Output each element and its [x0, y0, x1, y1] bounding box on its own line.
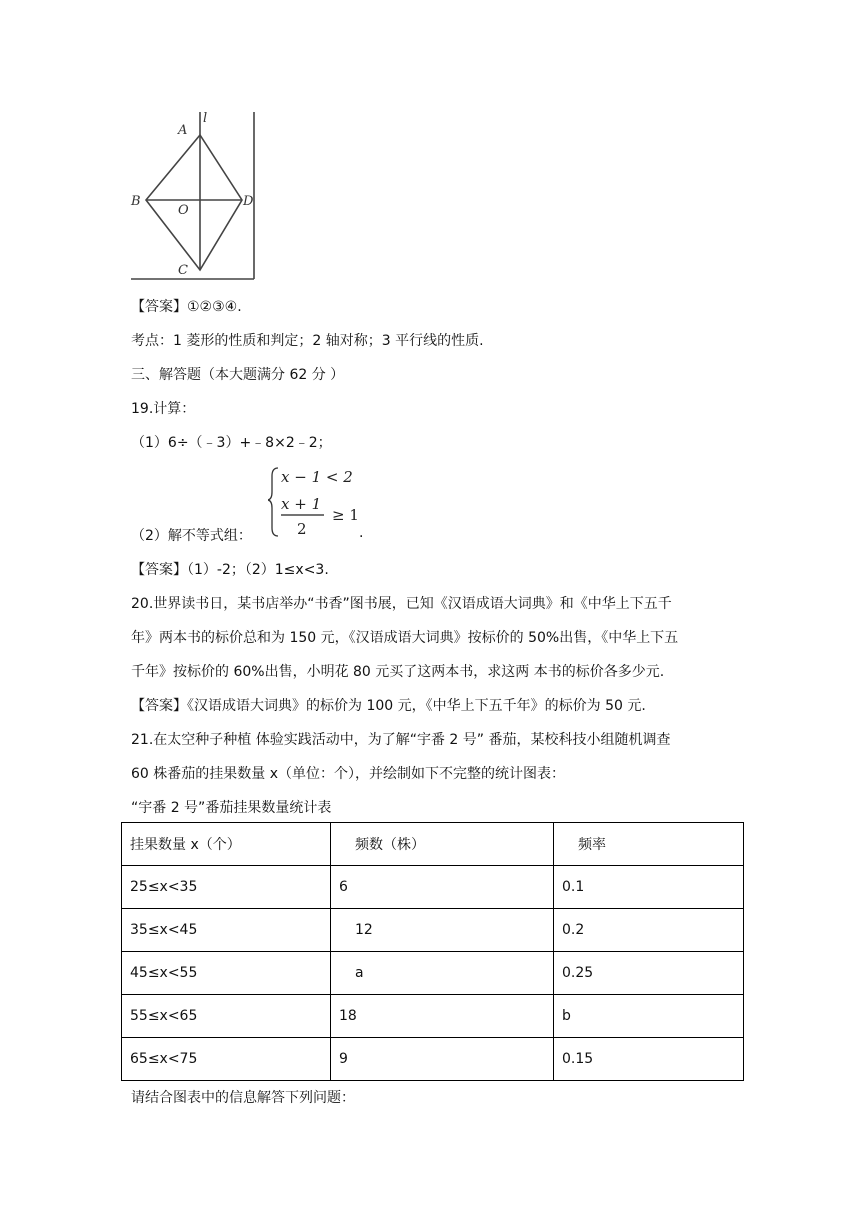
answer-prefix: 【答案】 [131, 299, 187, 315]
answer-prefix: 【答案】 [131, 562, 187, 578]
table-cell: 0.1 [554, 866, 744, 909]
table-row [122, 1038, 744, 1081]
table-cell: 18 [331, 995, 554, 1038]
inequality-2-numerator: x + 1 [281, 495, 322, 513]
rhombus-outline [146, 135, 242, 270]
table-cell: 65≤x<75 [122, 1038, 331, 1081]
table-cell: 35≤x<45 [122, 909, 331, 952]
q21-line1: 21.在太空种子种植 体验实践活动中，为了解“宇番 2 号” 番茄，某校科技小组随机调查 [131, 732, 671, 748]
table-cell: 0.25 [554, 952, 744, 995]
q19-part1: （1）6÷（﹣3）+﹣8×2﹣2； [131, 435, 332, 451]
brace-icon [268, 468, 278, 536]
answer-text: （1）-2；（2）1≤x<3. [187, 562, 329, 578]
answer-18 [131, 296, 242, 316]
fruit-count-table [121, 822, 744, 1081]
table-row [122, 866, 744, 909]
table-cell: 45≤x<55 [122, 952, 331, 995]
answer-prefix: 【答案】 [131, 698, 187, 714]
header-cell: 挂果数量 x（个） [122, 823, 331, 866]
table-cell: 6 [331, 866, 554, 909]
inequality-2-denominator: 2 [297, 520, 307, 538]
label-c: C [178, 263, 188, 278]
table-cell: a [331, 952, 554, 995]
header-cell: 频数（株） [331, 823, 554, 866]
period-mark: . [359, 525, 364, 541]
q21-line2: 60 株番茄的挂果数量 x（单位：个），并绘制如下不完整的统计图表： [131, 766, 565, 782]
q20-line2: 年》两本书的标价总和为 150 元，《汉语成语大词典》按标价的 50%出售，《中华上下五 [131, 630, 679, 646]
table-cell: 55≤x<65 [122, 995, 331, 1038]
label-l: l [203, 111, 208, 126]
q19-answer [131, 559, 329, 579]
table-cell: 0.15 [554, 1038, 744, 1081]
table-row [122, 909, 744, 952]
table-cell: 0.2 [554, 909, 744, 952]
header-cell: 频率 [554, 823, 744, 866]
inequality-2-rhs: ≥ 1 [332, 506, 359, 524]
q20-answer [131, 695, 646, 715]
table-row [122, 995, 744, 1038]
table-cell: b [554, 995, 744, 1038]
q20-line1: 20.世界读书日，某书店举办“书香”图书展，已知《汉语成语大词典》和《中华上下五千 [131, 596, 672, 612]
answer-text: ①②③④. [187, 299, 242, 315]
table-cell: 25≤x<35 [122, 866, 331, 909]
table-title: “宇番 2 号”番茄挂果数量统计表 [131, 800, 332, 816]
label-b: B [131, 194, 141, 209]
q21-footer: 请结合图表中的信息解答下列问题： [131, 1090, 355, 1106]
answer-text: 《汉语成语大词典》的标价为 100 元，《中华上下五千年》的标价为 50 元. [187, 698, 646, 714]
q19-part2-label: （2）解不等式组： [131, 528, 252, 544]
table-cell: 12 [331, 909, 554, 952]
label-d: D [243, 194, 254, 209]
section-3-heading: 三、解答题（本大题满分 62 分 ） [131, 367, 345, 383]
kaodian-line: 考点：1 菱形的性质和判定；2 轴对称；3 平行线的性质. [131, 333, 484, 349]
table-header-row [122, 823, 744, 866]
q19-title: 19.计算： [131, 401, 196, 417]
label-o: O [178, 203, 189, 218]
table-cell: 9 [331, 1038, 554, 1081]
inequality-1: x − 1 < 2 [281, 468, 353, 486]
inequality-system [268, 462, 373, 542]
q20-line3: 千年》按标价的 60%出售，小明花 80 元买了这两本书，求这两 本书的标价各多少元. [131, 664, 665, 680]
table-row [122, 952, 744, 995]
rhombus-figure [128, 108, 258, 283]
label-a: A [178, 123, 188, 138]
